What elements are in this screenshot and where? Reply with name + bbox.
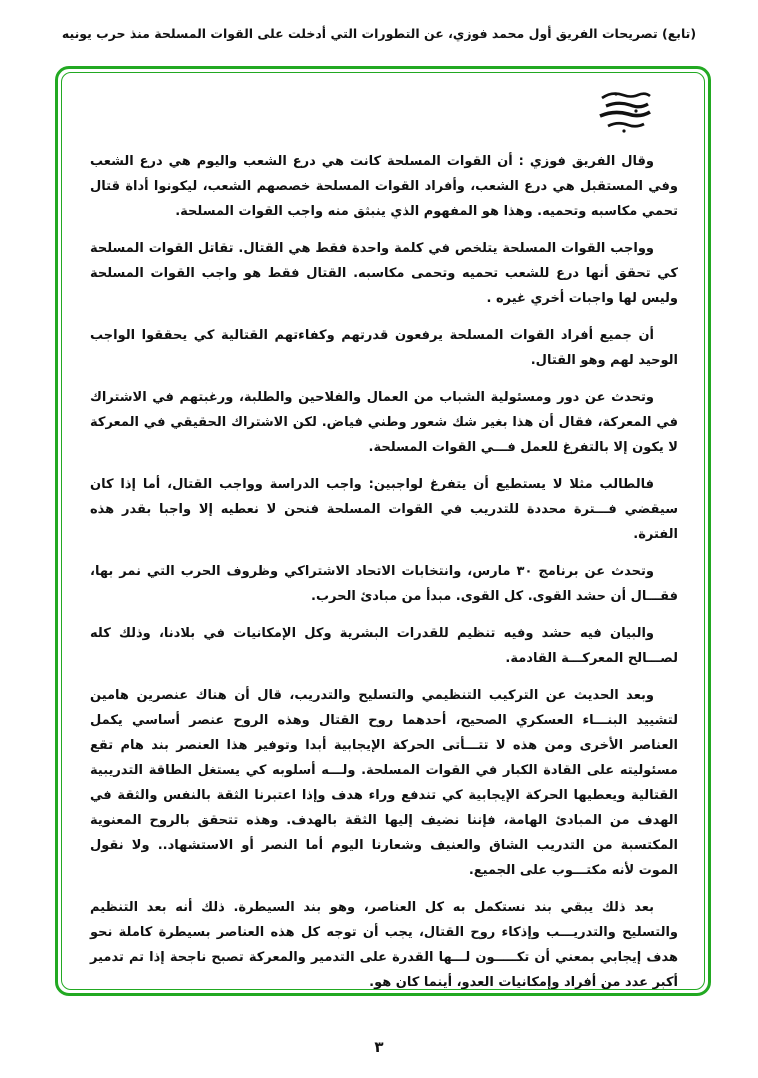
paragraph: وواجب القوات المسلحة يتلخص في كلمة واحدة فقط هي القتال. تقاتل القوات المسلحة كي تحقق أنها درع للشعب تحميه وتحمى مكاسبه. القتال فقط هو واجب القوات المسلحة وليس لها واجبات أخري غيره . <box>90 241 678 306</box>
body-text <box>90 149 678 990</box>
paragraph: وتحدث عن برنامج ٣٠ مارس، وانتخابات الاتحاد الاشتراكي وظروف الحرب التي نمر بها، فقـــال أن حشد القوى. كل القوى. مبدأ من مبادئ الحرب. <box>90 564 678 604</box>
paragraph: بعد ذلك يبقي بند نستكمل به كل العناصر، وهو بند السيطرة. ذلك أنه بعد التنظيم والتسليح والتدريـــب وإذكاء روح القتال، يجب أن توجه كل هذه العناصر بسيطرة كاملة نحو هدف إيجابي بمعني أن تكـــــون لـــها القدرة على التدمير والمعركة تصبح ناجحة إذا تم تدمير أكبر عدد من أفراد وإمكانيات العدو، أينما كان هو. <box>90 900 678 990</box>
paragraph: وبعد الحديث عن التركيب التنظيمي والتسليح والتدريب، قال أن هناك عنصرين هامين لتشييد البنـــاء العسكري الصحيح، أحدهما روح القتال وهذه الروح عنصر أساسي يكمل العناصر الأخرى ومن هذه لا تتـــأتى الحركة الإيجابية أبدا وتوفير هذا العنصر بند هام تقع مسئوليته على القادة الكبار في القوات المسلحة. ولـــه أسلوبه كي يستغل الطاقة التدريبية القتالية ويعطيها الحركة الإيجابية كي تندفع وراء هدف وإذا اعتبرنا الثقة بالنفس والثقة في الهدف من المبادئ الهامة، فإننا نضيف إليها الثقة بالهدف. وهذه تتحقق بالروح المعنوية المكتسبة من التدريب الشاق والعنيف وشعارنا اليوم أما النصر أو الاستشهاد.. ولا نقول الموت لأنه مكتـــوب على الجميع. <box>90 688 678 878</box>
page-header: (تابع) تصريحات الفريق أول محمد فوزي، عن التطورات التي أدخلت على القوات المسلحة منذ حرب يونيه <box>61 26 697 41</box>
content-frame-inner <box>61 72 705 990</box>
calligraphy-emblem-icon <box>596 89 654 139</box>
page-number: ٣ <box>374 1038 384 1056</box>
content-frame <box>55 66 711 996</box>
paragraph: وقال الفريق فوزي : أن القوات المسلحة كانت هي درع الشعب واليوم هي درع الشعب وفي المستقبل هي درع الشعب، وأفراد القوات المسلحة خصصهم الشعب، ليكونوا أداة قتال تحمي مكاسبه وتحميه. وهذا هو المفهوم الذي ينبثق منه واجب القوات المسلحة. <box>90 154 678 219</box>
paragraph: أن جميع أفراد القوات المسلحة يرفعون قدرتهم وكفاءتهم القتالية كي يحققوا الواجب الوحيد لهم وهو القتال. <box>90 328 678 368</box>
paragraph: فالطالب مثلا لا يستطيع أن يتفرغ لواجبين: واجب الدراسة وواجب القتال، أما إذا كان سيقضي فـــترة محددة للتدريب في القوات المسلحة فنحن لا نعطيه إلا واجبا بقدر هذه الفترة. <box>90 477 678 542</box>
emblem-row <box>90 89 654 139</box>
paragraph: وتحدث عن دور ومسئولية الشباب من العمال والفلاحين والطلبة، ورغبتهم في الاشتراك في المعركة، فقال أن هذا بغير شك شعور وطني فياض. لكن الاشتراك الحقيقي في المعركة لا يكون إلا بالتفرغ للعمل فـــي القوات المسلحة. <box>90 390 678 455</box>
paragraph: والبيان فيه حشد وفيه تنظيم للقدرات البشرية وكل الإمكانيات في بلادنا، وذلك كله لصـــالح المعركـــة القادمة. <box>90 626 678 666</box>
